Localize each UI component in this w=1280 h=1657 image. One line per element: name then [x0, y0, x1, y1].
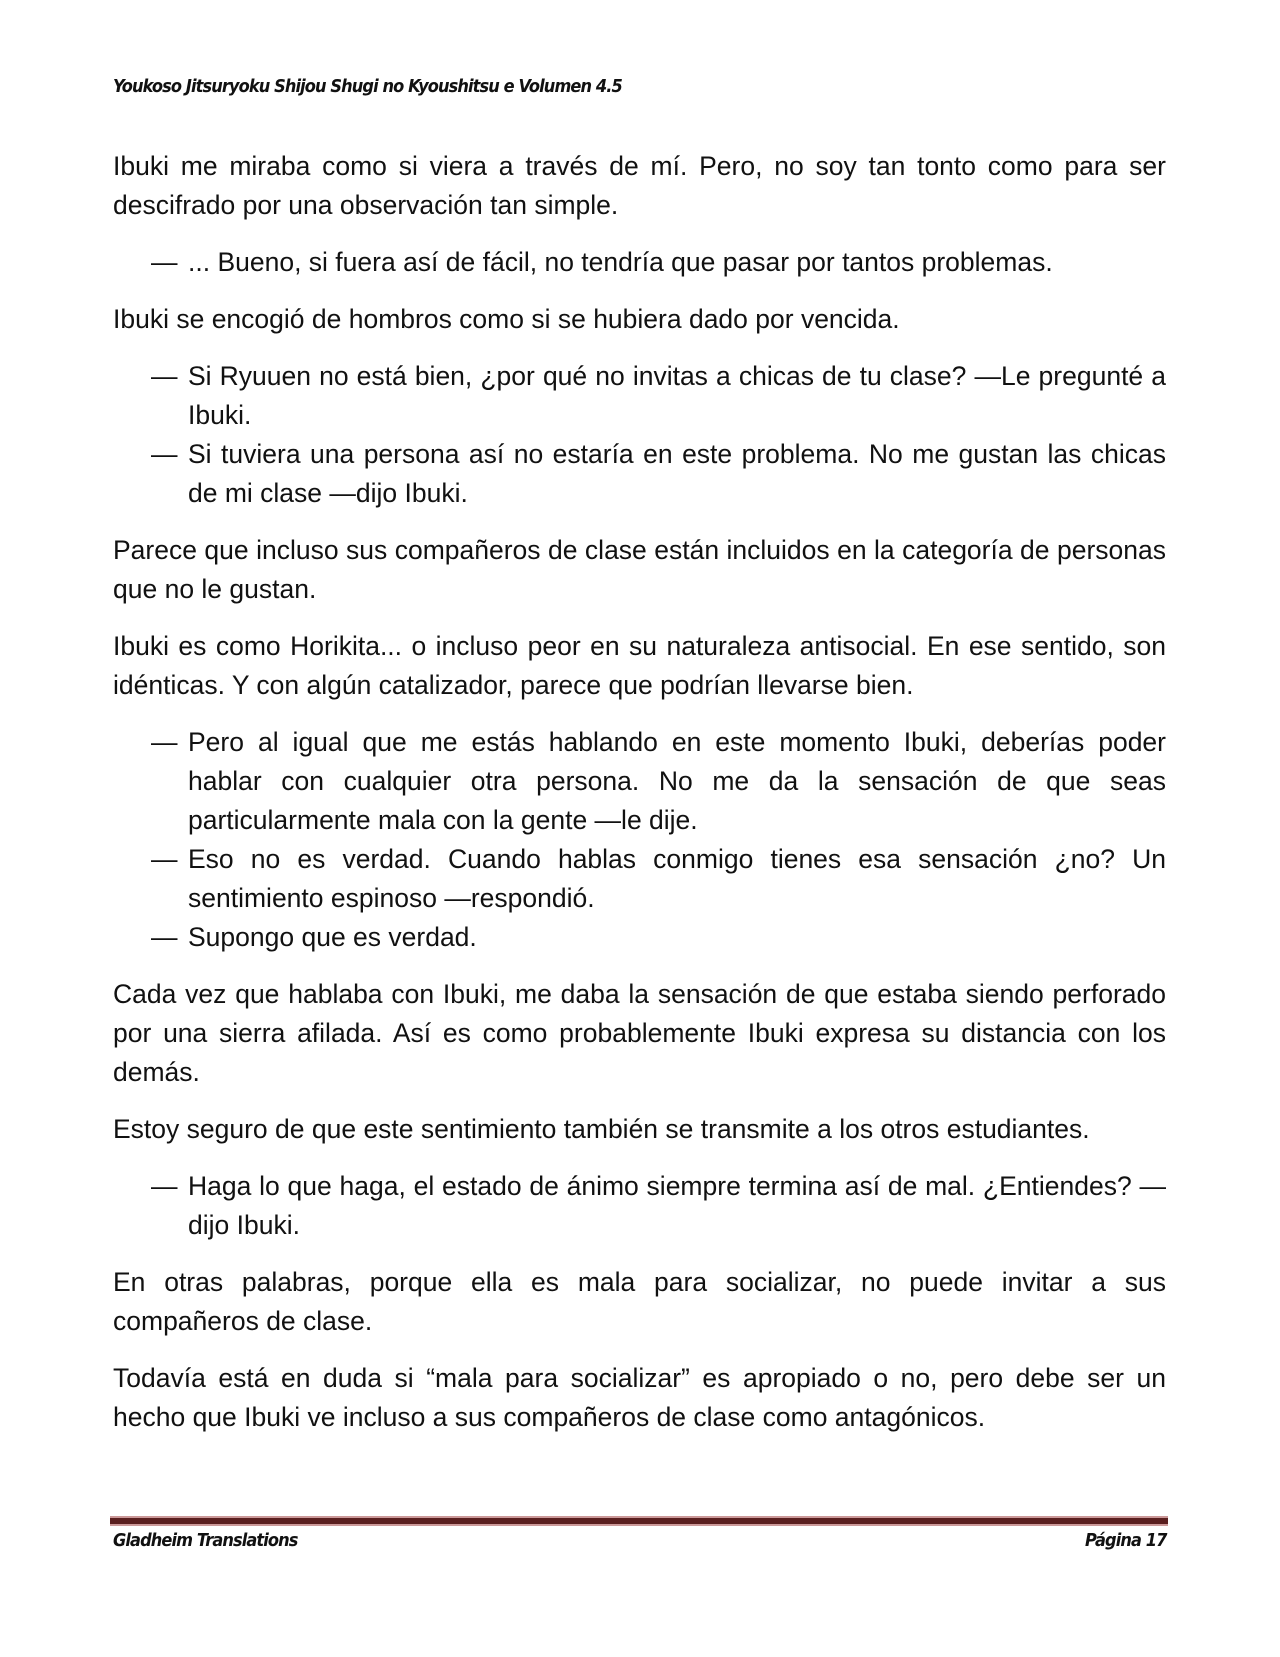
dialogue-text: Supongo que es verdad.: [188, 922, 477, 952]
paragraph: Todavía está en duda si “mala para socializar” es apropiado o no, pero debe ser un hecho que Ibuki ve incluso a sus compañeros de clase como antagónicos.: [113, 1363, 1166, 1432]
dialogue-text: Si Ryuuen no está bien, ¿por qué no invitas a chicas de tu clase? —Le pregunté a Ibuki.: [188, 361, 1166, 430]
dialogue-line: [113, 840, 1166, 918]
dash: —: [151, 1171, 178, 1201]
dialogue-group: [113, 1167, 1166, 1245]
paragraph: Ibuki es como Horikita... o incluso peor en su naturaleza antisocial. En ese sentido, son idénticas. Y con algún catalizador, parece que podrían llevarse bien.: [113, 631, 1166, 700]
dialogue-text: Haga lo que haga, el estado de ánimo siempre termina así de mal. ¿Entiendes? —dijo Ibuki.: [188, 1171, 1166, 1240]
dialogue-text: Pero al igual que me estás hablando en este momento Ibuki, deberías poder hablar con cualquier otra persona. No me da la sensación de que seas particularmente mala con la gente —le dije.: [188, 727, 1166, 835]
dash: —: [151, 247, 178, 277]
dash: —: [151, 844, 178, 874]
dash: —: [151, 439, 178, 469]
dash: —: [151, 361, 178, 391]
paragraph: Cada vez que hablaba con Ibuki, me daba la sensación de que estaba siendo perforado por una sierra afilada. Así es como probablemente Ibuki expresa su distancia con los demás.: [113, 979, 1166, 1087]
dialogue-line: [113, 243, 1166, 282]
dash: —: [151, 922, 178, 952]
page-body: [113, 147, 1166, 1455]
dialogue-line: [113, 1167, 1166, 1245]
running-header: Youkoso Jitsuryoku Shijou Shugi no Kyoushitsu e Volumen 4.5: [113, 76, 622, 97]
paragraph: En otras palabras, porque ella es mala para socializar, no puede invitar a sus compañeros de clase.: [113, 1267, 1166, 1336]
dialogue-group: [113, 243, 1166, 282]
paragraph: Estoy seguro de que este sentimiento también se transmite a los otros estudiantes.: [113, 1114, 1090, 1144]
dialogue-line: [113, 357, 1166, 435]
dialogue-line: [113, 435, 1166, 513]
dash: —: [151, 727, 178, 757]
dialogue-text: Eso no es verdad. Cuando hablas conmigo tienes esa sensación ¿no? Un sentimiento espinoso —respondió.: [188, 844, 1166, 913]
paragraph: Ibuki se encogió de hombros como si se hubiera dado por vencida.: [113, 304, 900, 334]
paragraph: Parece que incluso sus compañeros de clase están incluidos en la categoría de personas que no le gustan.: [113, 535, 1166, 604]
dialogue-group: [113, 723, 1166, 957]
page-number: Página 17: [1085, 1530, 1167, 1551]
paragraph: Ibuki me miraba como si viera a través de mí. Pero, no soy tan tonto como para ser descifrado por una observación tan simple.: [113, 151, 1166, 220]
dialogue-line: [113, 723, 1166, 840]
dialogue-text: ... Bueno, si fuera así de fácil, no tendría que pasar por tantos problemas.: [188, 247, 1053, 277]
dialogue-text: Si tuviera una persona así no estaría en este problema. No me gustan las chicas de mi clase —dijo Ibuki.: [188, 439, 1166, 508]
footer-rule: [110, 1516, 1168, 1526]
footer-credit: Gladheim Translations: [113, 1530, 298, 1551]
dialogue-group: [113, 357, 1166, 513]
dialogue-line: [113, 918, 1166, 957]
